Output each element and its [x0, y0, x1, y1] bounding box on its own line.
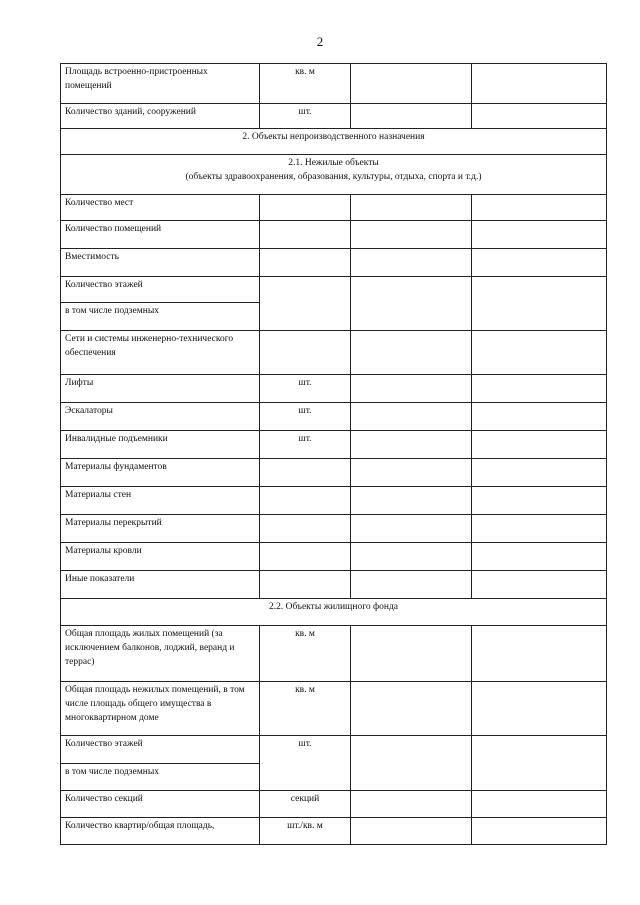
table-row [61, 682, 607, 736]
table-row [61, 543, 607, 571]
value-cell[interactable] [351, 104, 472, 129]
value-cell[interactable] [351, 277, 472, 331]
value-cell[interactable] [351, 431, 472, 459]
row-unit: шт. [260, 104, 351, 129]
section-2-title: 2. Объекты непроизводственного назначения [61, 129, 607, 155]
subsection-2-2-title: 2.2. Объекты жилищного фонда [61, 599, 607, 626]
row-label: Количество зданий, сооружений [61, 104, 260, 129]
row-label: Материалы стен [61, 487, 260, 515]
value-cell[interactable] [472, 64, 607, 104]
value-cell[interactable] [351, 515, 472, 543]
row-label: Эскалаторы [61, 403, 260, 431]
row-unit: секций [260, 791, 351, 818]
row-unit [260, 515, 351, 543]
value-cell[interactable] [472, 221, 607, 249]
table-row [61, 104, 607, 129]
row-unit: шт. [260, 736, 351, 791]
value-cell[interactable] [351, 487, 472, 515]
row-unit [260, 543, 351, 571]
row-label: Инвалидные подъемники [61, 431, 260, 459]
value-cell[interactable] [351, 221, 472, 249]
row-unit: шт. [260, 431, 351, 459]
value-cell[interactable] [472, 543, 607, 571]
value-cell[interactable] [472, 571, 607, 599]
value-cell[interactable] [472, 791, 607, 818]
section-header-row [61, 129, 607, 155]
value-cell[interactable] [472, 626, 607, 682]
row-unit [260, 571, 351, 599]
table-row [61, 375, 607, 403]
table-row [61, 195, 607, 221]
subsection-2-1-header [61, 155, 607, 195]
table-row [61, 431, 607, 459]
page-number: 2 [316, 34, 324, 49]
row-unit: шт. [260, 375, 351, 403]
row-label: Количество секций [61, 791, 260, 818]
row-label: Материалы кровли [61, 543, 260, 571]
row-label: Лифты [61, 375, 260, 403]
value-cell[interactable] [472, 403, 607, 431]
subsection-header-row [61, 599, 607, 626]
value-cell[interactable] [472, 431, 607, 459]
table-row [61, 221, 607, 249]
table-row [61, 331, 607, 375]
table-row [61, 571, 607, 599]
value-cell[interactable] [351, 375, 472, 403]
value-cell[interactable] [351, 543, 472, 571]
row-unit: кв. м [260, 682, 351, 736]
value-cell[interactable] [472, 195, 607, 221]
row-label: в том числе подземных [61, 764, 260, 791]
row-label: Количество помещений [61, 221, 260, 249]
value-cell[interactable] [351, 571, 472, 599]
row-unit: кв. м [260, 626, 351, 682]
value-cell[interactable] [351, 791, 472, 818]
table-row [61, 791, 607, 818]
row-label: Материалы фундаментов [61, 459, 260, 487]
row-label: Количество квартир/общая площадь, [61, 818, 260, 845]
row-label: Общая площадь жилых помещений (за исключением балконов, лоджий, веранд и террас) [61, 626, 260, 682]
row-unit [260, 249, 351, 277]
value-cell[interactable] [472, 682, 607, 736]
table-row [61, 459, 607, 487]
value-cell[interactable] [351, 403, 472, 431]
value-cell[interactable] [351, 64, 472, 104]
value-cell[interactable] [472, 515, 607, 543]
table-row [61, 736, 607, 764]
row-label: в том числе подземных [61, 303, 260, 331]
table-row [61, 515, 607, 543]
row-unit [260, 459, 351, 487]
row-label: Общая площадь нежилых помещений, в том числе площадь общего имущества в многоквартирном доме [61, 682, 260, 736]
value-cell[interactable] [472, 249, 607, 277]
row-label: Площадь встроенно-пристроенных помещений [61, 64, 260, 104]
value-cell[interactable] [351, 249, 472, 277]
row-label: Сети и системы инженерно-технического обеспечения [61, 331, 260, 375]
value-cell[interactable] [472, 104, 607, 129]
row-label: Вместимость [61, 249, 260, 277]
value-cell[interactable] [472, 277, 607, 331]
row-label: Иные показатели [61, 571, 260, 599]
row-unit [260, 331, 351, 375]
row-unit [260, 221, 351, 249]
row-unit: кв. м [260, 64, 351, 104]
row-label: Материалы перекрытий [61, 515, 260, 543]
value-cell[interactable] [472, 331, 607, 375]
value-cell[interactable] [472, 459, 607, 487]
value-cell[interactable] [472, 736, 607, 791]
subsection-header-row [61, 155, 607, 195]
row-unit: шт./кв. м [260, 818, 351, 845]
table-row [61, 626, 607, 682]
row-unit [260, 277, 351, 331]
value-cell[interactable] [472, 487, 607, 515]
value-cell[interactable] [472, 375, 607, 403]
row-unit: шт. [260, 403, 351, 431]
project-indicators-table [60, 63, 607, 845]
row-label: Количество мест [61, 195, 260, 221]
subsection-2-1-title: 2.1. Нежилые объекты [288, 158, 379, 168]
value-cell[interactable] [351, 331, 472, 375]
table-row [61, 487, 607, 515]
value-cell[interactable] [351, 195, 472, 221]
value-cell[interactable] [351, 736, 472, 791]
table-row [61, 277, 607, 303]
value-cell[interactable] [472, 818, 607, 845]
table-row [61, 64, 607, 104]
value-cell[interactable] [351, 626, 472, 682]
value-cell[interactable] [351, 459, 472, 487]
value-cell[interactable] [351, 682, 472, 736]
row-unit [260, 487, 351, 515]
table-row [61, 818, 607, 845]
row-unit [260, 195, 351, 221]
row-label: Количество этажей [61, 277, 260, 303]
value-cell[interactable] [351, 818, 472, 845]
subsection-2-1-subtitle: (объекты здравоохранения, образования, культуры, отдыха, спорта и т.д.) [185, 171, 482, 182]
table-row [61, 403, 607, 431]
row-label: Количество этажей [61, 736, 260, 764]
table-row [61, 249, 607, 277]
